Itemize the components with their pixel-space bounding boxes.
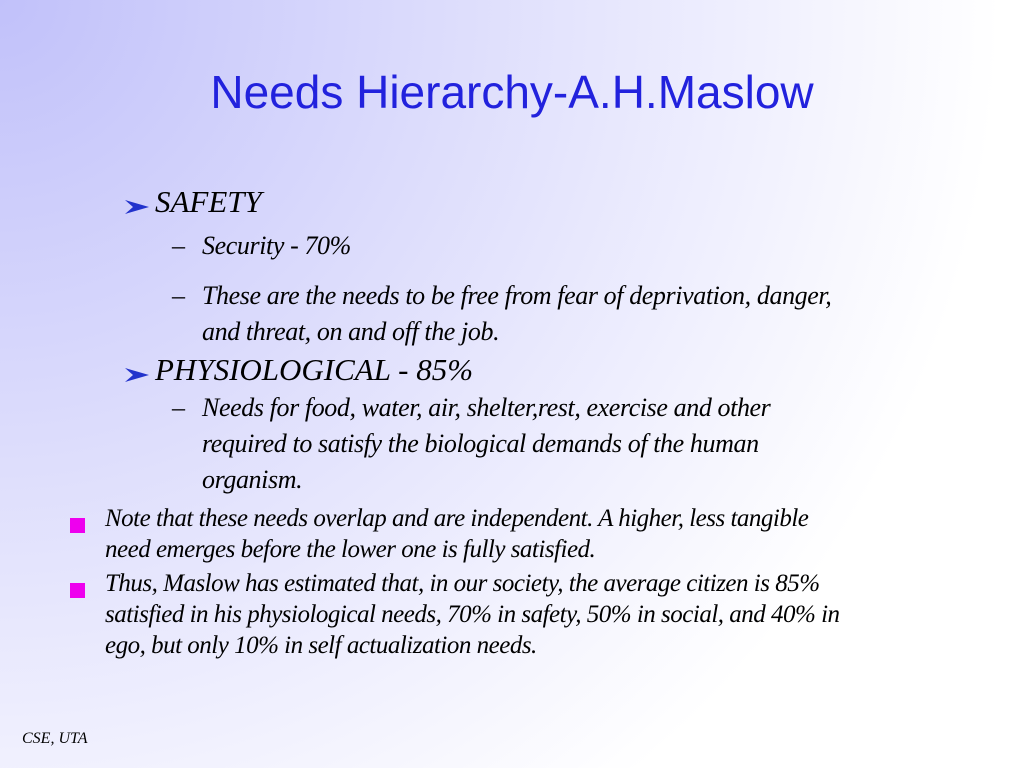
square-bullet-icon [70, 583, 85, 598]
bullet-text: Security - 70% [202, 231, 351, 260]
bullet-text: PHYSIOLOGICAL - 85% [155, 352, 474, 387]
bullet-text-line: satisfied in his physiological needs, 70% in safety, 50% in social, and 40% in [105, 601, 840, 628]
bullet-note-overlap [70, 503, 808, 565]
bullet-physiological [125, 350, 473, 390]
bullet-text-line: Note that these needs overlap and are independent. A higher, less tangible [105, 505, 809, 532]
bullet-text-line: These are the needs to be free from fear of deprivation, danger, [202, 281, 832, 310]
bullet-text-line: Thus, Maslow has estimated that, in our society, the average citizen is 85% [105, 570, 820, 597]
bullet-text-line: organism. [202, 465, 303, 494]
bullet-text: SAFETY [155, 184, 262, 219]
slide-title: Needs Hierarchy-A.H.Maslow [210, 66, 814, 118]
dash-bullet: – [172, 281, 185, 310]
bullet-text-line: required to satisfy the biological demands of the human [202, 429, 759, 458]
bullet-text-line: Needs for food, water, air, shelter,rest, exercise and other [202, 393, 771, 422]
bullet-thus-maslow [70, 568, 840, 661]
footer-credit: CSE, UTA [22, 730, 88, 747]
dash-bullet: – [172, 231, 185, 260]
arrow-bullet-icon [125, 200, 149, 214]
bullet-text-line: need emerges before the lower one is fully satisfied. [105, 536, 596, 563]
arrow-bullet-icon [125, 368, 149, 382]
bullet-needs-for-food [172, 390, 770, 498]
bullet-safety [125, 182, 262, 222]
dash-bullet: – [172, 393, 185, 422]
square-bullet-icon [70, 518, 85, 533]
bullet-security [172, 228, 351, 264]
bullet-free-from-fear [172, 278, 831, 350]
bullet-text-line: ego, but only 10% in self actualization needs. [105, 632, 537, 659]
bullet-text-line: and threat, on and off the job. [202, 317, 500, 346]
